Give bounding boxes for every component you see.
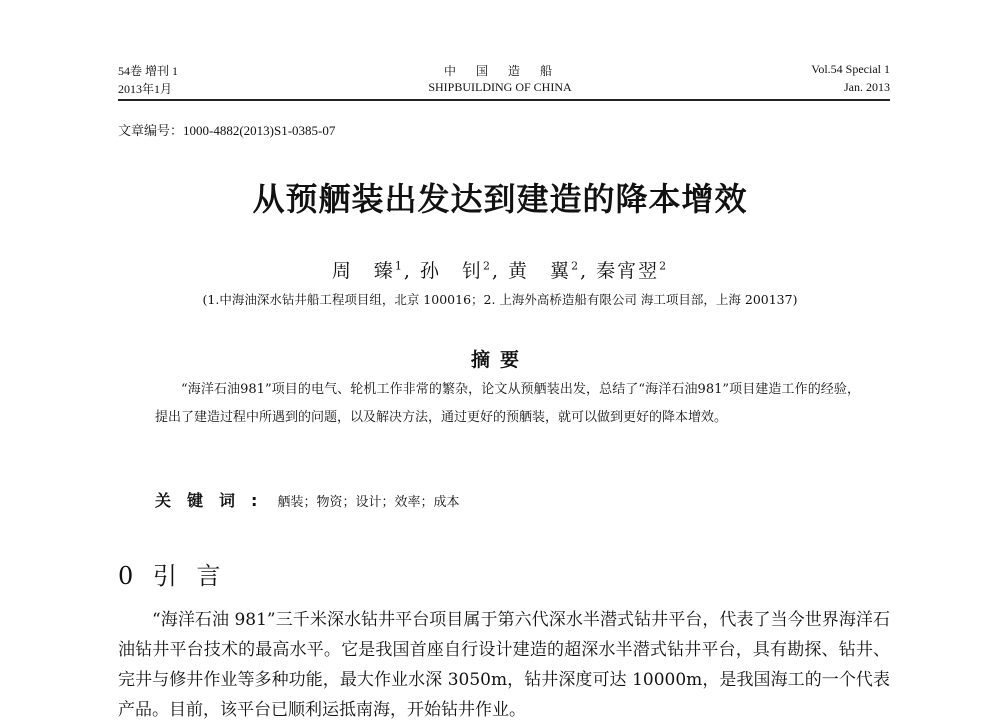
author: 黄 翼$^2$	[508, 259, 581, 282]
issue-date: 2013年1月	[118, 82, 173, 96]
author: 周 臻$^1$	[331, 259, 404, 282]
section-heading: 0 引 言	[118, 562, 227, 590]
volume-en: Vol.54 Special 1	[811, 62, 890, 76]
paper-title: 从预舾装出发达到建造的降本增效	[252, 180, 748, 218]
article-number: 文章编号：1000-4882(2013)S1-0385-07	[118, 123, 336, 138]
abstract-heading: 摘要	[470, 349, 529, 371]
journal-name-cn: 中 国 造 船	[443, 64, 556, 78]
section-body: “海洋石油 981”三千米深水钻井平台项目属于第六代深水半潜式钻井平台，代表了当今世界海洋石油钻井平台技术的最高水平。它是我国首座自行设计建造的超深水半潜式钻井平台，具有勘探、钻井、完井与修井作业等多种功能，最大作业水深 3050m，钻井深度可达 10000m，是我国海工的一个代表产品。目前，该平台已顺利运抵南海，开始钻井作业。	[118, 610, 890, 720]
keywords	[155, 488, 460, 511]
header-rule	[118, 99, 890, 101]
author-list: 周 臻$^1$, 孙 钊$^2$, 黄 翼$^2$, 秦宵翌$^2$	[331, 259, 669, 282]
volume-issue: 54卷 增刊 1	[118, 64, 179, 78]
author: 孙 钊$^2$	[419, 259, 492, 282]
date-en: Jan. 2013	[844, 80, 890, 94]
abstract-text: “海洋石油981”项目的电气、轮机工作非常的繁杂，论文从预舾装出发，总结了“海洋石油981”项目建造工作的经验，提出了建造过程中所遇到的问题，以及解决方法，通过更好的预舾装，就可以做到更好的降本增效。	[155, 382, 860, 425]
affiliation: (1.中海油深水钻井船工程项目组，北京 100016；2. 上海外高桥造船有限公司 海工项目部，上海 200137)	[202, 292, 798, 307]
journal-name-en: SHIPBUILDING OF CHINA	[428, 80, 572, 94]
author: 秦宵翌$^2$	[596, 259, 669, 282]
keywords-label: 关键词:	[155, 491, 274, 510]
keywords-text: 舾装；物资；设计；效率；成本	[277, 495, 460, 510]
